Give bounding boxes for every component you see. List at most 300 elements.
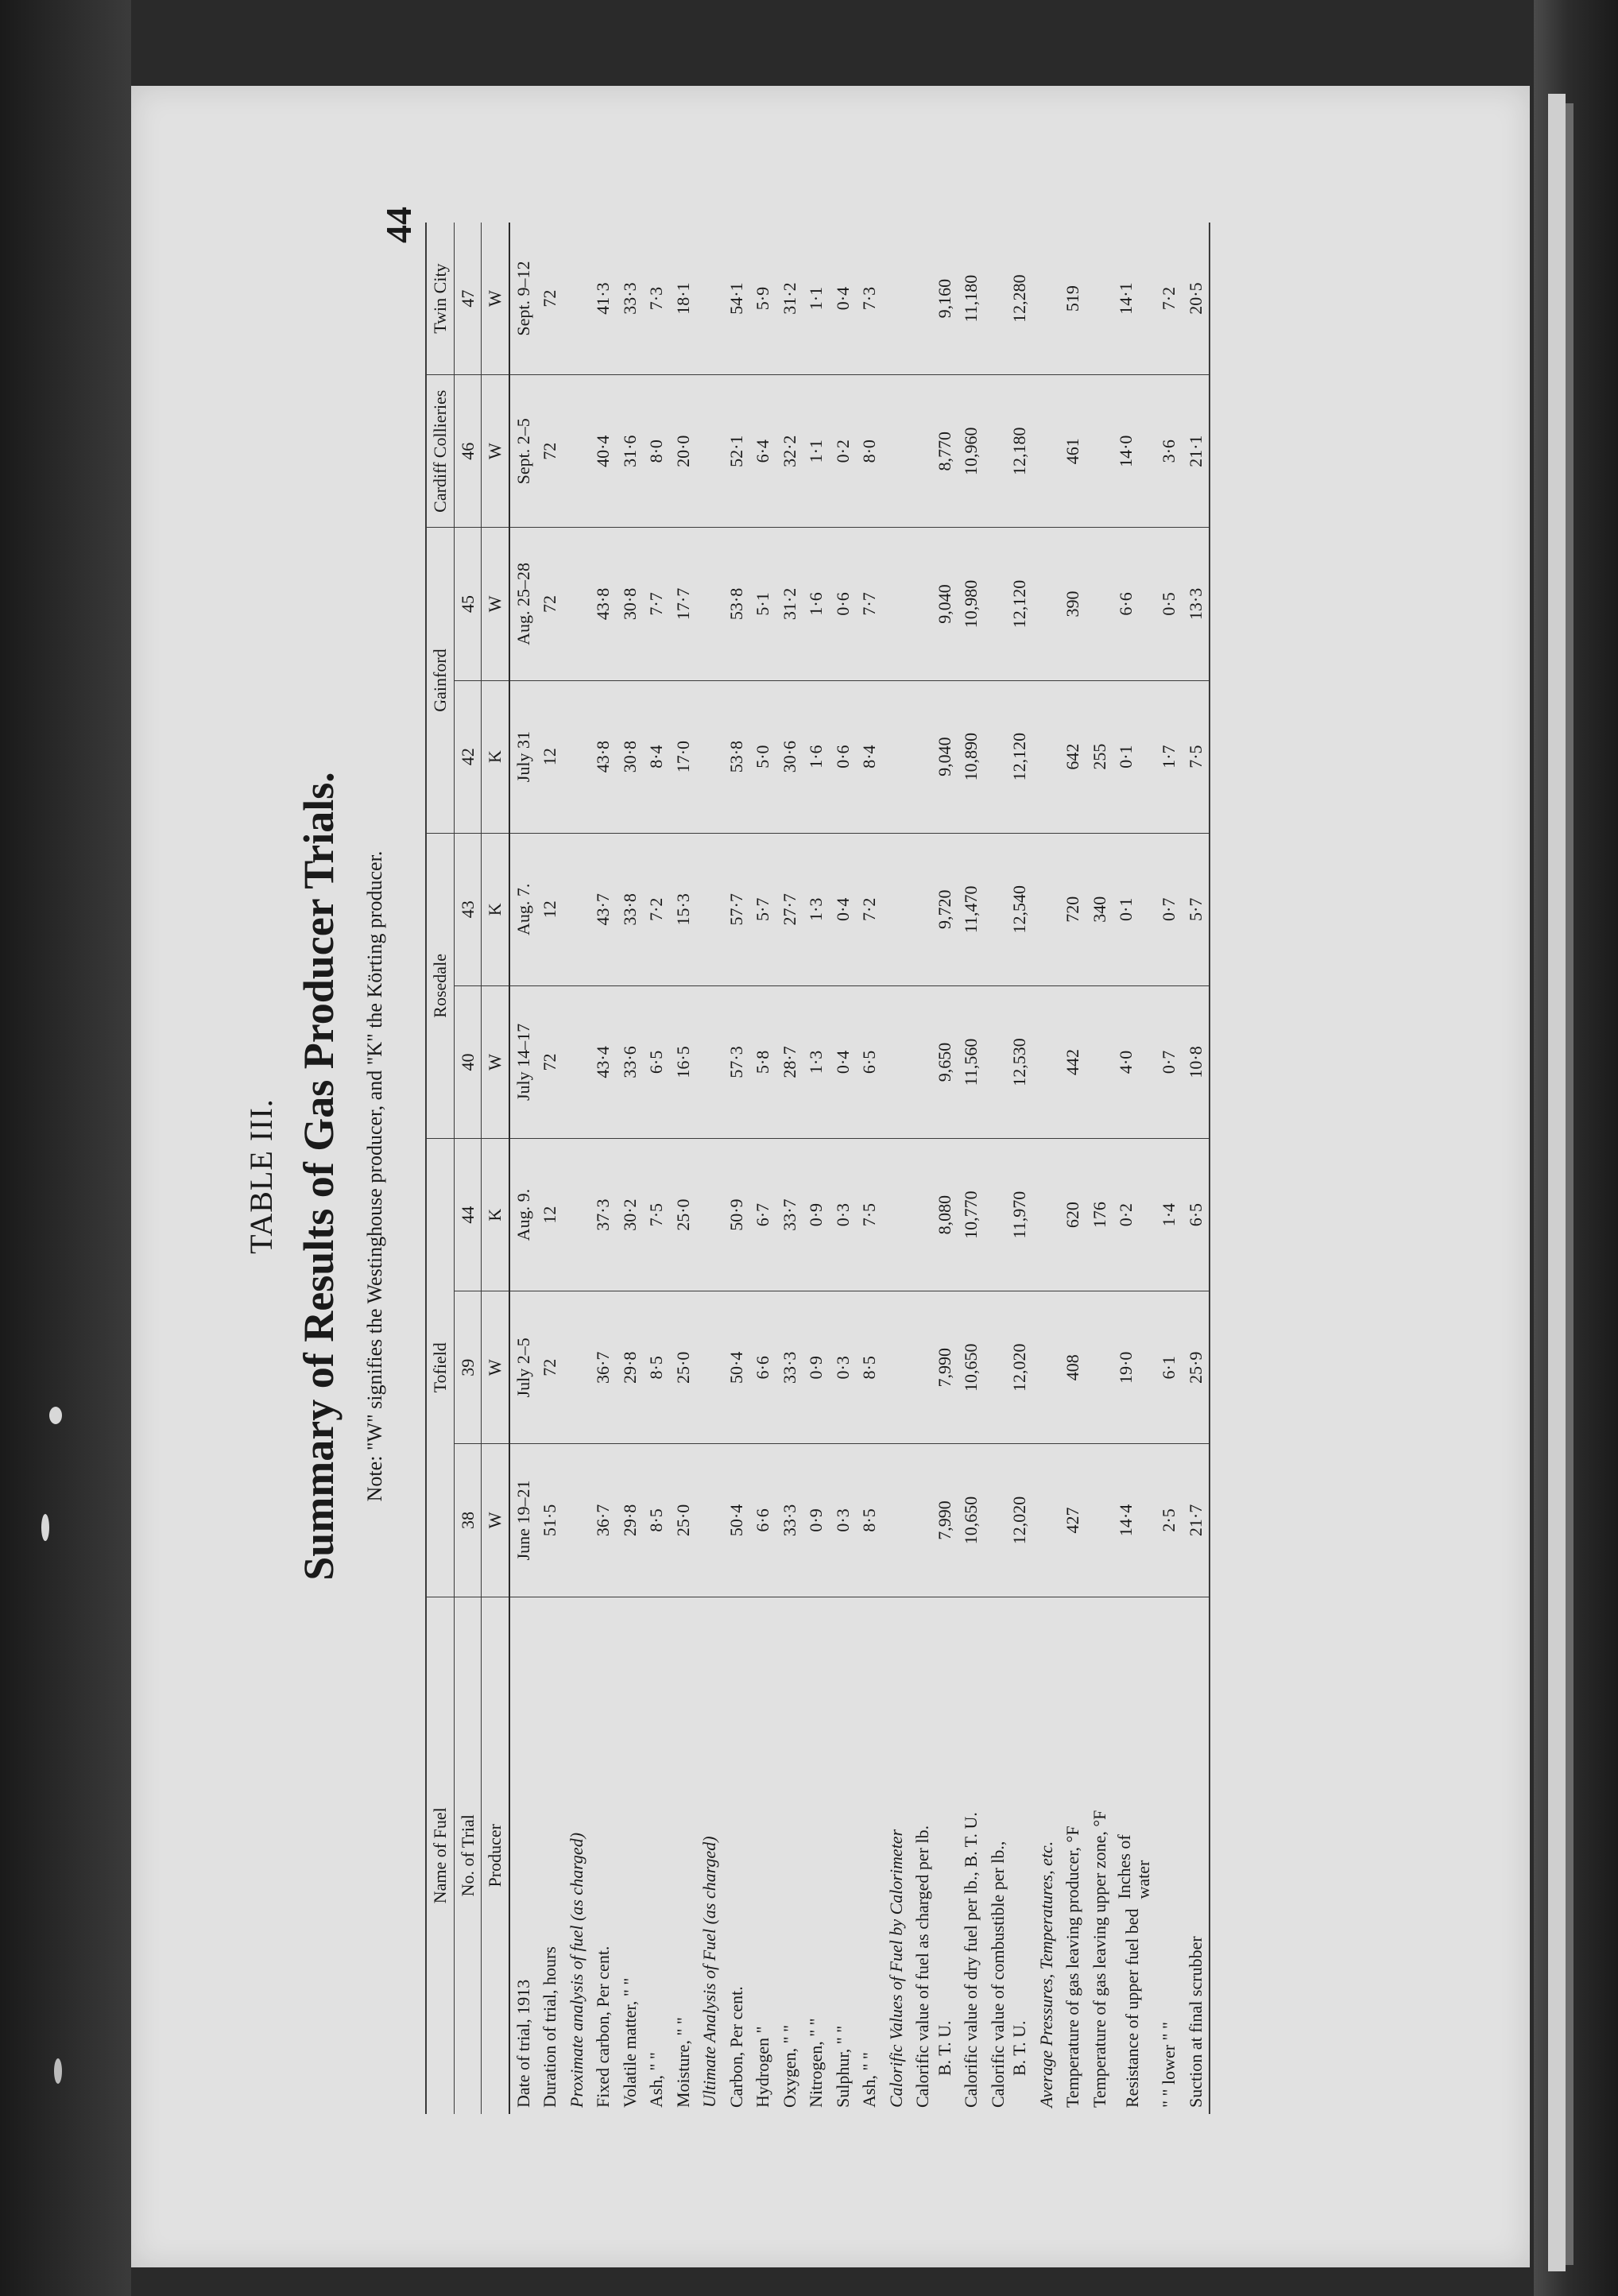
table-cell: 31·6 (617, 375, 644, 528)
producer-type: W (482, 223, 509, 375)
row-label (536, 1597, 563, 2114)
table-cell: 0·9 (803, 1139, 830, 1291)
table-cell: 17·7 (670, 528, 697, 680)
table-cell: 30·6 (776, 680, 803, 833)
row-label (985, 1597, 1033, 2114)
row-label (617, 1597, 644, 2114)
table-cell: 33·6 (617, 985, 644, 1138)
table-cell: 50·4 (723, 1291, 750, 1444)
row-label (670, 1597, 697, 2114)
table-cell (1086, 1291, 1113, 1444)
table-cell: 12 (536, 1139, 563, 1291)
table-note: Note: "W" signifies the Westinghouse producer, and "K" the Körting producer. (363, 850, 386, 1502)
table-cell: Aug. 9. (509, 1139, 537, 1291)
empty-cell (883, 1444, 910, 1597)
row-label (643, 1597, 670, 2114)
empty-cell (883, 833, 910, 985)
table-cell: 7·3 (856, 223, 883, 375)
table-cell: 427 (1059, 1444, 1086, 1597)
table-cell: 8·4 (856, 680, 883, 833)
table-cell: 620 (1059, 1139, 1086, 1291)
table-cell (1086, 1444, 1113, 1597)
table-cell: 30·8 (617, 680, 644, 833)
empty-cell (696, 1291, 723, 1444)
table-cell: 5·9 (749, 223, 776, 375)
results-table (425, 223, 1210, 2114)
table-cell: 16·5 (670, 985, 697, 1138)
table-cell: 176 (1086, 1139, 1113, 1291)
section-heading: Proximate analysis of fuel (as charged) (566, 1832, 586, 2108)
table-cell: 12,530 (985, 985, 1033, 1138)
table-cell: 43·4 (590, 985, 617, 1138)
empty-cell (696, 1444, 723, 1597)
table-cell: 33·3 (617, 223, 644, 375)
empty-cell (563, 528, 590, 680)
producer-type: W (482, 528, 509, 680)
table-cell: 390 (1059, 528, 1086, 680)
table-cell: 72 (536, 223, 563, 375)
table-cell: 720 (1059, 833, 1086, 985)
row-label (1113, 1597, 1155, 2114)
table-cell: 29·8 (617, 1291, 644, 1444)
table-cell: 72 (536, 375, 563, 528)
table-cell: 15·3 (670, 833, 697, 985)
table-cell: 13·3 (1183, 528, 1210, 680)
row-label (830, 1597, 857, 2114)
table-cell: 72 (536, 528, 563, 680)
table-cell: 0·3 (830, 1139, 857, 1291)
empty-cell (696, 833, 723, 985)
row-label (909, 1597, 958, 2114)
table-cell: 14·4 (1113, 1444, 1155, 1597)
unit-water: water (1133, 1860, 1154, 1899)
table-cell: 7·7 (643, 528, 670, 680)
table-cell: 9,160 (909, 223, 958, 375)
table-cell: 340 (1086, 833, 1113, 985)
table-cell: 14·1 (1113, 223, 1155, 375)
empty-cell (1033, 375, 1060, 528)
table-cell: 28·7 (776, 985, 803, 1138)
row-label-continuation: B. T. U. (1009, 2020, 1029, 2076)
scan-left-margin (0, 0, 131, 2296)
table-cell: 30·8 (617, 528, 644, 680)
row-label-text: Suction at final scrubber (1185, 1936, 1206, 2108)
trial-number: 47 (454, 223, 482, 375)
table-cell: 9,040 (909, 680, 958, 833)
table-cell: 7·2 (1155, 223, 1183, 375)
empty-cell (1033, 1139, 1060, 1291)
table-cell: 5·8 (749, 985, 776, 1138)
table-cell: 21·1 (1183, 375, 1210, 528)
trial-number: 40 (454, 985, 482, 1138)
row-label (1086, 1597, 1113, 2114)
fuel-header: Cardiff Collieries (426, 375, 454, 528)
row-label-text: Oxygen, " " (779, 2024, 799, 2108)
row-label-text: Temperature of gas leaving producer, °F (1063, 1826, 1082, 2108)
table-cell: 642 (1059, 680, 1086, 833)
empty-cell (1033, 528, 1060, 680)
table-cell: 8·0 (643, 375, 670, 528)
table-cell: 10,650 (958, 1444, 985, 1597)
trial-number: 46 (454, 375, 482, 528)
empty-cell (1033, 1291, 1060, 1444)
empty-cell (696, 375, 723, 528)
table-title: Summary of Results of Gas Producer Trials. (295, 772, 343, 1581)
table-cell: 12,280 (985, 223, 1033, 375)
producer-type: W (482, 985, 509, 1138)
table-cell: 1·3 (803, 985, 830, 1138)
table-cell: 10,980 (958, 528, 985, 680)
row-label (509, 1597, 537, 2114)
table-cell: 0·4 (830, 223, 857, 375)
table-cell: 41·3 (590, 223, 617, 375)
table-cell: 8,770 (909, 375, 958, 528)
row-label (723, 1597, 750, 2114)
table-cell: 12,120 (985, 680, 1033, 833)
empty-cell (696, 985, 723, 1138)
table-cell: 25·0 (670, 1139, 697, 1291)
table-cell: 8,080 (909, 1139, 958, 1291)
table-cell: 11,180 (958, 223, 985, 375)
table-cell: 10,650 (958, 1291, 985, 1444)
table-cell: 5·7 (1183, 833, 1210, 985)
table-cell: 7·5 (643, 1139, 670, 1291)
table-cell: 6·6 (749, 1291, 776, 1444)
table-cell: 72 (536, 985, 563, 1138)
table-cell: 17·0 (670, 680, 697, 833)
row-label-text: Date of trial, 1913 (513, 1979, 533, 2108)
table-cell: Sept. 2–5 (509, 375, 537, 528)
table-cell: 1·1 (803, 375, 830, 528)
table-cell: 57·3 (723, 985, 750, 1138)
table-cell: 43·7 (590, 833, 617, 985)
table-cell: Sept. 9–12 (509, 223, 537, 375)
table-cell: 50·9 (723, 1139, 750, 1291)
table-cell: 14·0 (1113, 375, 1155, 528)
empty-cell (883, 985, 910, 1138)
empty-cell (1033, 223, 1060, 375)
table-cell: 3·6 (1155, 375, 1183, 528)
empty-cell (883, 680, 910, 833)
producer-type: K (482, 833, 509, 985)
scan-speck (41, 1514, 49, 1541)
table-cell: Aug. 25–28 (509, 528, 537, 680)
table-cell: 0·6 (830, 528, 857, 680)
table-cell: 0·1 (1113, 680, 1155, 833)
table-cell: 31·2 (776, 223, 803, 375)
scan-right-margin (1534, 0, 1618, 2296)
table-cell: 7·2 (643, 833, 670, 985)
row-label (803, 1597, 830, 2114)
row-label-text: Calorific value of dry fuel per lb., B. T. U. (961, 1812, 981, 2108)
empty-cell (1033, 985, 1060, 1138)
table-cell: 10,960 (958, 375, 985, 528)
table-number: TABLE III. (243, 1098, 279, 1254)
empty-cell (1033, 1444, 1060, 1597)
table-cell: 10,890 (958, 680, 985, 833)
row-label (958, 1597, 985, 2114)
table-cell: 6·6 (749, 1444, 776, 1597)
row-label (1155, 1597, 1183, 2114)
table-cell: 8·5 (643, 1444, 670, 1597)
row-label (776, 1597, 803, 2114)
table-cell: July 14–17 (509, 985, 537, 1138)
section-heading: Ultimate Analysis of Fuel (as charged) (699, 1836, 719, 2108)
table-cell: 519 (1059, 223, 1086, 375)
table-cell: 36·7 (590, 1444, 617, 1597)
table-cell: 1·3 (803, 833, 830, 985)
table-cell: 4·0 (1113, 985, 1155, 1138)
table-cell: 0·9 (803, 1444, 830, 1597)
section-heading: Average Pressures, Temperatures, etc. (1035, 1841, 1056, 2108)
table-cell: 30·2 (617, 1139, 644, 1291)
section-heading: Calorific Values of Fuel by Calorimeter (885, 1829, 906, 2108)
table-cell: 6·5 (643, 985, 670, 1138)
empty-cell (883, 223, 910, 375)
table-cell: 7·5 (856, 1139, 883, 1291)
table-cell: 33·8 (617, 833, 644, 985)
row-label-text: Moisture, " " (672, 2017, 693, 2108)
scan-speck (54, 2058, 62, 2084)
row-label-text: Calorific value of combustible per lb., (987, 1841, 1008, 2108)
table-cell: 1·6 (803, 528, 830, 680)
table-cell: 33·3 (776, 1444, 803, 1597)
table-cell: 10·8 (1183, 985, 1210, 1138)
fuel-header: Rosedale (426, 833, 454, 1138)
table-cell: 12,540 (985, 833, 1033, 985)
table-cell (1086, 985, 1113, 1138)
table-cell: 1·7 (1155, 680, 1183, 833)
empty-cell (563, 375, 590, 528)
table-cell: 20·5 (1183, 223, 1210, 375)
table-cell: 19·0 (1113, 1291, 1155, 1444)
table-cell: 6·1 (1155, 1291, 1183, 1444)
empty-cell (563, 1291, 590, 1444)
table-cell: 9,650 (909, 985, 958, 1138)
empty-cell (696, 1139, 723, 1291)
table-cell: 7·2 (856, 833, 883, 985)
table-cell: 0·7 (1155, 833, 1183, 985)
table-cell: 408 (1059, 1291, 1086, 1444)
empty-cell (883, 1291, 910, 1444)
row-label-text: Hydrogen " (753, 2026, 772, 2108)
table-cell: 1·4 (1155, 1139, 1183, 1291)
producer-type: W (482, 375, 509, 528)
table-cell: 442 (1059, 985, 1086, 1138)
row-label (856, 1597, 883, 2114)
table-cell: 54·1 (723, 223, 750, 375)
table-cell: 72 (536, 1291, 563, 1444)
row-label-text: Carbon, Per cent. (726, 1986, 746, 2108)
table-cell: 20·0 (670, 375, 697, 528)
empty-cell (1033, 833, 1060, 985)
table-cell: 5·1 (749, 528, 776, 680)
header-name-of-fuel: Name of Fuel (426, 1597, 454, 2114)
table-cell: 0·5 (1155, 528, 1183, 680)
table-cell: 8·4 (643, 680, 670, 833)
table-cell: Aug. 7. (509, 833, 537, 985)
empty-cell (563, 833, 590, 985)
table-cell: 8·5 (643, 1291, 670, 1444)
table-cell: 5·0 (749, 680, 776, 833)
table-cell: 7,990 (909, 1291, 958, 1444)
table-cell (1086, 375, 1113, 528)
row-label-text: Temperature of gas leaving upper zone, °F (1089, 1810, 1109, 2108)
table-cell: 255 (1086, 680, 1113, 833)
table-cell: 12 (536, 680, 563, 833)
empty-cell (696, 680, 723, 833)
table-cell: 52·1 (723, 375, 750, 528)
table-cell: 0·2 (830, 375, 857, 528)
row-label-text: Nitrogen, " " (806, 2018, 826, 2108)
table-cell: July 2–5 (509, 1291, 537, 1444)
table-cell: 12,180 (985, 375, 1033, 528)
header-no-of-trial: No. of Trial (454, 1597, 482, 2114)
table-cell: 8·5 (856, 1291, 883, 1444)
table-cell: 12,120 (985, 528, 1033, 680)
table-cell: 0·4 (830, 985, 857, 1138)
producer-type: W (482, 1444, 509, 1597)
empty-cell (563, 1139, 590, 1291)
row-label-text: Volatile matter, " " (619, 1977, 640, 2108)
table-cell: June 19–21 (509, 1444, 537, 1597)
table-cell: 6·5 (856, 985, 883, 1138)
producer-type: W (482, 1291, 509, 1444)
row-label-text: Calorific value of fuel as charged per lb. (912, 1825, 932, 2108)
row-label (1183, 1597, 1210, 2114)
table-cell: 50·4 (723, 1444, 750, 1597)
table-cell: 0·6 (830, 680, 857, 833)
table-cell: 6·5 (1183, 1139, 1210, 1291)
table-cell: 53·8 (723, 680, 750, 833)
table-cell: 0·4 (830, 833, 857, 985)
header-producer: Producer (482, 1597, 509, 2114)
table-cell: 25·0 (670, 1291, 697, 1444)
trial-number: 45 (454, 528, 482, 680)
table-cell: 27·7 (776, 833, 803, 985)
table-cell: 37·3 (590, 1139, 617, 1291)
empty-cell (696, 223, 723, 375)
table-cell: 2·5 (1155, 1444, 1183, 1597)
table-cell: 29·8 (617, 1444, 644, 1597)
scan-speck (49, 1407, 62, 1424)
trial-number: 38 (454, 1444, 482, 1597)
page-number: 44 (378, 207, 419, 243)
rotated-table-content (187, 175, 1474, 2178)
table-cell: 7·7 (856, 528, 883, 680)
empty-cell (1033, 680, 1060, 833)
table-cell: 12 (536, 833, 563, 985)
trial-number: 39 (454, 1291, 482, 1444)
empty-cell (563, 680, 590, 833)
row-label-text: Ash, " " (859, 2052, 879, 2108)
table-cell: 12,020 (985, 1444, 1033, 1597)
page-edge (1548, 94, 1566, 2271)
empty-cell (883, 1139, 910, 1291)
table-cell: 1·1 (803, 223, 830, 375)
table-cell: 21·7 (1183, 1444, 1210, 1597)
page-edge-shadow (1566, 103, 1573, 2265)
producer-type: K (482, 680, 509, 833)
unit-inches-of: Inches of (1114, 1834, 1134, 1899)
table-cell: 0·1 (1113, 833, 1155, 985)
row-label-text: Duration of trial, hours (540, 1946, 559, 2108)
row-label-text: Sulphur, " " (832, 2025, 853, 2108)
empty-cell (696, 528, 723, 680)
fuel-header: Tofield (426, 1139, 454, 1597)
empty-cell (563, 985, 590, 1138)
table-cell: 7·3 (643, 223, 670, 375)
table-cell: 33·3 (776, 1291, 803, 1444)
table-cell: 6·7 (749, 1139, 776, 1291)
row-label-text: Ash, " " (646, 2052, 666, 2108)
table-cell: 9,040 (909, 528, 958, 680)
table-cell: July 31 (509, 680, 537, 833)
table-cell: 40·4 (590, 375, 617, 528)
table-cell: 53·8 (723, 528, 750, 680)
table-cell: 25·9 (1183, 1291, 1210, 1444)
trial-number: 44 (454, 1139, 482, 1291)
row-label (1059, 1597, 1086, 2114)
table-cell (1086, 528, 1113, 680)
row-label-text: Resistance of upper fuel bed (1122, 1908, 1143, 2108)
table-cell: 32·2 (776, 375, 803, 528)
row-label-text: Fixed carbon, Per cent. (593, 1946, 613, 2108)
empty-cell (563, 223, 590, 375)
table-cell: 7,990 (909, 1444, 958, 1597)
table-cell: 0·3 (830, 1291, 857, 1444)
table-cell: 12,020 (985, 1291, 1033, 1444)
table-cell: 31·2 (776, 528, 803, 680)
table-cell: 11,970 (985, 1139, 1033, 1291)
table-cell: 461 (1059, 375, 1086, 528)
row-label (749, 1597, 776, 2114)
fuel-header: Twin City (426, 223, 454, 375)
table-cell: 7·5 (1183, 680, 1210, 833)
table-cell: 25·0 (670, 1444, 697, 1597)
table-cell: 9,720 (909, 833, 958, 985)
empty-cell (563, 1444, 590, 1597)
table-cell: 57·7 (723, 833, 750, 985)
table-cell: 51·5 (536, 1444, 563, 1597)
table-cell: 18·1 (670, 223, 697, 375)
table-cell: 8·5 (856, 1444, 883, 1597)
trial-number: 43 (454, 833, 482, 985)
producer-type: K (482, 1139, 509, 1291)
row-label-continuation: B. T. U. (934, 2020, 954, 2076)
row-label-text: " " lower " " (1159, 2021, 1179, 2108)
table-cell: 0·7 (1155, 985, 1183, 1138)
table-cell: 43·8 (590, 528, 617, 680)
row-label (590, 1597, 617, 2114)
table-cell: 6·4 (749, 375, 776, 528)
table-cell (1086, 223, 1113, 375)
table-cell: 11,560 (958, 985, 985, 1138)
table-cell: 0·3 (830, 1444, 857, 1597)
table-cell: 11,470 (958, 833, 985, 985)
table-cell: 5·7 (749, 833, 776, 985)
table-cell: 1·6 (803, 680, 830, 833)
empty-cell (883, 528, 910, 680)
table-cell: 0·2 (1113, 1139, 1155, 1291)
trial-number: 42 (454, 680, 482, 833)
table-cell: 33·7 (776, 1139, 803, 1291)
table-cell: 0·9 (803, 1291, 830, 1444)
table-cell: 6·6 (1113, 528, 1155, 680)
table-cell: 8·0 (856, 375, 883, 528)
empty-cell (883, 375, 910, 528)
table-cell: 43·8 (590, 680, 617, 833)
